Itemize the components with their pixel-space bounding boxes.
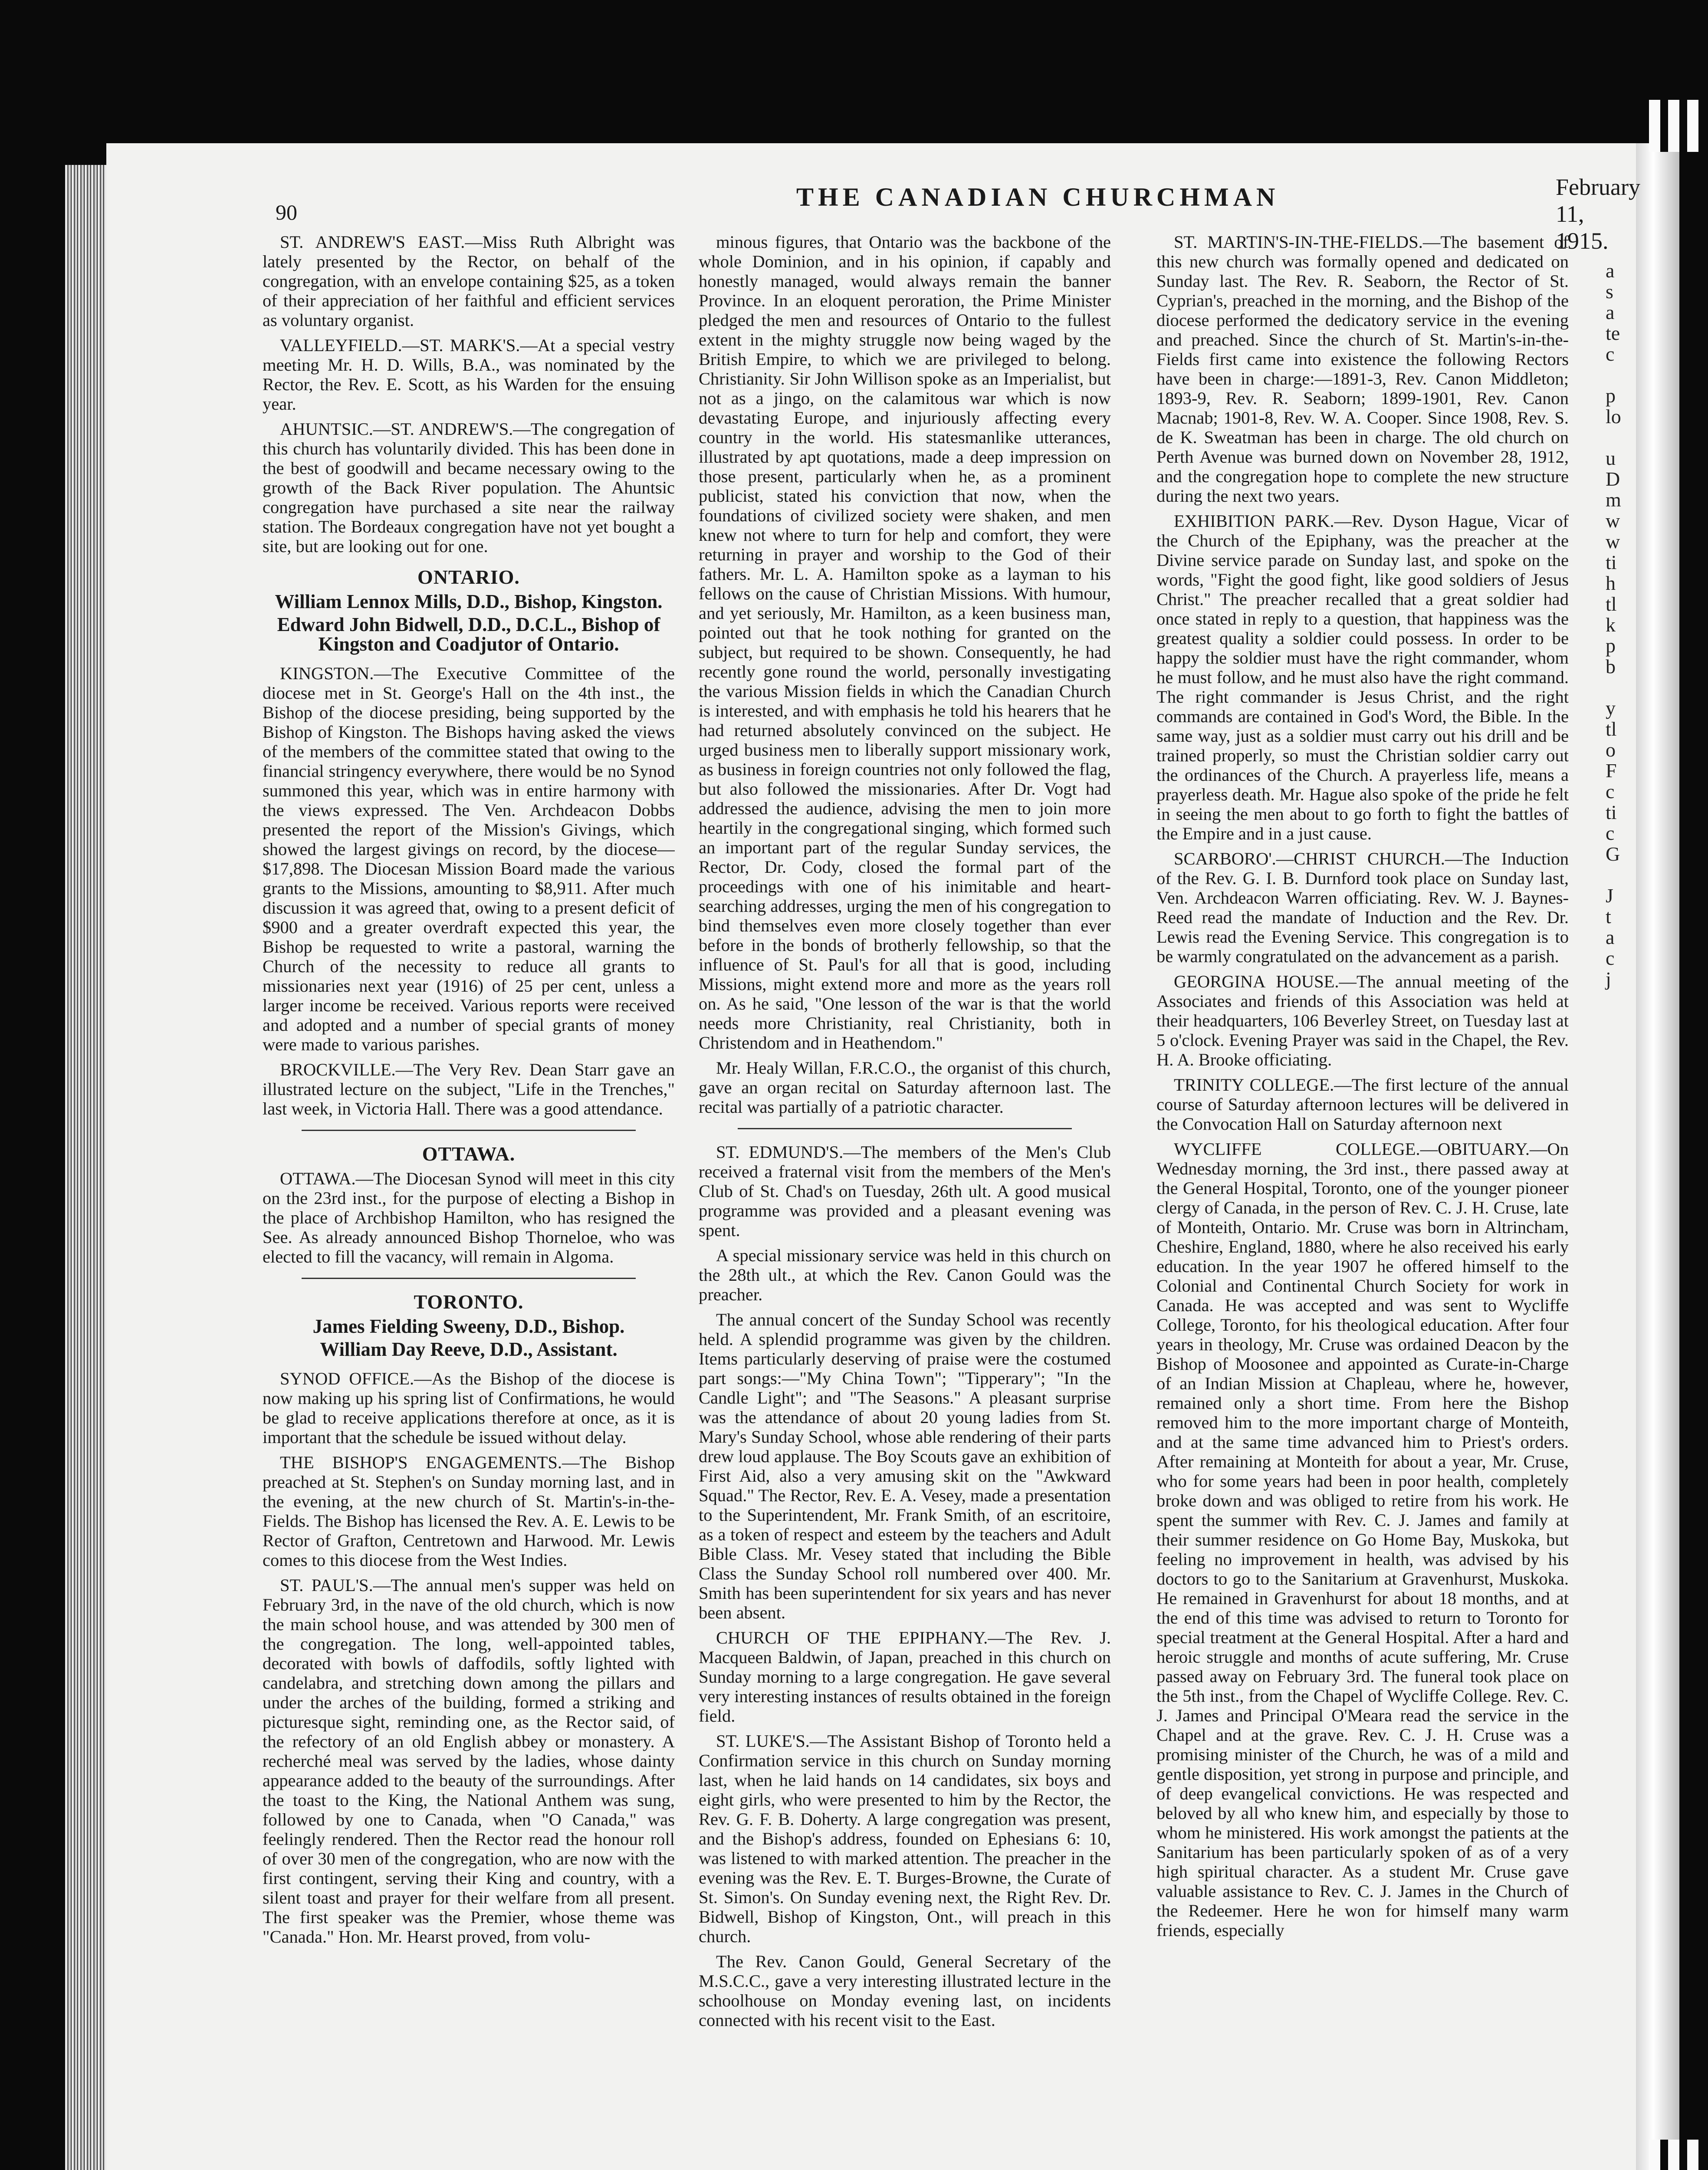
- section-divider: [302, 1130, 636, 1131]
- margin-letter: p: [1606, 385, 1616, 407]
- article-ottawa: OTTAWA.—The Diocesan Synod will meet in this city on the 23rd inst., for the purpose of electing a Bishop in the place of Archbishop Hamilton, who has resigned the See. As already announced Bishop Thorneloe, who was elected to fill the vacancy, will remain in Algoma.: [263, 1169, 675, 1266]
- margin-letter: s: [1606, 280, 1613, 302]
- ontario-coadjutor-line: Edward John Bidwell, D.D., D.C.L., Bishop of Kingston and Coadjutor of Ontario.: [277, 614, 660, 655]
- article-organ-recital: Mr. Healy Willan, F.R.C.O., the organist of this church, gave an organ recital on Saturday afternoon last. The recital was partially of a patriotic character.: [699, 1058, 1111, 1117]
- facing-page-margin-letters: [1606, 260, 1632, 990]
- diocese-heading-ontario: ONTARIO.: [417, 566, 520, 588]
- article-st-lukes: ST. LUKE'S.—The Assistant Bishop of Toronto held a Confirmation service in this church on Sunday morning last, when he laid hands on 14 candidates, six boys and eight girls, who were presented to him by the Rector, the Rev. G. F. B. Doherty. A large congregation was present, and the Bishop's address, founded on Ephesians 6: 10, was listened to with marked attention. The preacher in the evening was the Rev. E. T. Burges-Browne, the Curate of St. Simon's. On Sunday evening next, the Right Rev. Dr. Bidwell, Bishop of Kingston, Ont., will preach in this church.: [699, 1731, 1111, 1946]
- article-synod-office: SYNOD OFFICE.—As the Bishop of the diocese is now making up his spring list of Confirmations, he would be glad to receive applications therefore at once, as it is important that the schedule be issued without delay.: [263, 1369, 675, 1447]
- margin-letter: c: [1606, 780, 1615, 802]
- margin-letter: p: [1606, 635, 1616, 657]
- margin-letter: tl: [1606, 593, 1617, 615]
- article-st-edmunds: ST. EDMUND'S.—The members of the Men's Club received a fraternal visit from the members of the Men's Club of St. Chad's on Tuesday, 26th ult. A good musical programme was provided and a pleasant evening was spent.: [699, 1142, 1111, 1240]
- margin-letter: y: [1606, 697, 1616, 719]
- article-sunday-school-concert: The annual concert of the Sunday School was recently held. A splendid programme was given by the children. Items particularly deserving of praise were the costumed part songs:—"My China Town"; "Tipperary"; "In the Candle Light"; and "The Seasons." A pleasant surprise was the attendance of about 20 young ladies from St. Mary's Sunday School, whose able rendering of their parts drew loud applause. The Boy Scouts gave an exhibition of First Aid, also a very amusing skit on the "Awkward Squad." The Rector, Rev. E. A. Vesey, made a presentation to the Superintendent, Mr. Frank Smith, of an escritoire, as a token of respect and esteem by the teachers and Adult Bible Class. Mr. Vesey stated that including the Bible Class the Sunday School roll numbered over 400. Mr. Smith has been superintendent for six years and has never been absent.: [699, 1310, 1111, 1622]
- diocese-heading-toronto: TORONTO.: [414, 1291, 524, 1313]
- margin-letter: ti: [1606, 801, 1617, 823]
- margin-letter: j: [1606, 968, 1611, 990]
- margin-letter: w: [1606, 530, 1620, 552]
- article-st-pauls-continued: minous figures, that Ontario was the backbone of the whole Dominion, and in his opinion, if capably and honestly managed, would always remain the banner Province. In an eloquent peroration, the Prime Minister pledged the men and resources of Ontario to the fullest extent in the mighty struggle now being waged by the British Empire, to which we are privileged to belong. Christianity. Sir John Willison spoke as an Imperialist, but not as a jingo, on the calamitous war which is now devastating Europe, and injuriously affecting every country in the world. His statesmanlike utterances, illustrated by apt quotations, made a deep impression on those present, particularly when he, as a prominent publicist, stated his conviction that now, when the foundations of civilized society were shaken, and men knew not where to turn for help and comfort, they were returning in prayer and worship to the God of their fathers. Mr. L. A. Hamilton spoke as a layman to his fellows on the cause of Christian Missions. With humour, and yet seriously, Mr. Hamilton, as a keen business man, pointed out that he took nothing for granted on the subject, but required to be shown. Consequently, he had recently gone round the world, personally investigating the various Mission fields in which the Canadian Church is interested, and with emphasis he told his hearers that he had returned absolutely convinced on the subject. He urged business men to liberally support missionary work, as business in foreign countries not only followed the flag, but also followed the missionaries. After Dr. Vogt had addressed the audience, advising the men to join more heartily in the congregational singing, which formed such an important part of the regular Sunday services, the Rector, Dr. Cody, closed the formal part of the proceedings with one of his inimitable and heart-searching addresses, urging the men of his congregation to bind themselves even more closely together than ever before in the bonds of brotherly fellowship, so that the influence of St. Paul's for all that is good, including Missions, might extend more and more as the years roll on. As he said, "One lesson of the war is that the world needs more Christianity, real Christianity, both in Christendom and in Heathendom.": [699, 232, 1111, 1052]
- margin-letter: J: [1606, 884, 1613, 907]
- margin-letter: a: [1606, 301, 1615, 323]
- ontario-bishop-line: William Lennox Mills, D.D., Bishop, Kingston.: [275, 591, 663, 612]
- margin-letter: m: [1606, 489, 1621, 511]
- margin-letter: u: [1606, 447, 1616, 469]
- article-st-pauls: ST. PAUL'S.—The annual men's supper was held on February 3rd, in the nave of the old church, which is now the main school house, and was attended by 300 men of the congregation. The long, well-appointed tables, decorated with bowls of daffodils, softly lighted with candelabra, and stretching down among the pillars and under the arches of the building, formed a striking and picturesque sight, reminding one, as the Rector said, of the refectory of an old English abbey or monastery. A recherché meal was served by the ladies, whose dainty appearance added to the beauty of the surroundings. After the toast to the King, the National Anthem was sung, followed by one to Canada, when "O Canada," was feelingly rendered. Then the Rector read the honour roll of over 30 men of the congregation, who are now with the first contingent, serving their King and country, with a silent toast and prayer for their welfare from all present. The first speaker was the Premier, whose theme was "Canada." Hon. Mr. Hearst proved, from volu-: [263, 1575, 675, 1946]
- article-trinity-college: TRINITY COLLEGE.—The first lecture of the annual course of Saturday afternoon lectures will be delivered in the Convocation Hall on Saturday afternoon next: [1156, 1075, 1569, 1134]
- diocese-heading-ottawa: OTTAWA.: [422, 1143, 516, 1165]
- article-church-of-epiphany: CHURCH OF THE EPIPHANY.—The Rev. J. Macqueen Baldwin, of Japan, preached in this church on Sunday morning to a large congregation. He gave several very interesting instances of results obtained in the foreign field.: [699, 1628, 1111, 1726]
- margin-letter: c: [1606, 822, 1615, 844]
- margin-letter: a: [1606, 260, 1615, 282]
- margin-letter: k: [1606, 614, 1616, 636]
- column-2: [699, 232, 1111, 2170]
- margin-letter: G: [1606, 843, 1620, 865]
- section-divider: [302, 1278, 636, 1279]
- article-scarboro: SCARBORO'.—CHRIST CHURCH.—The Induction of the Rev. G. I. B. Durnford took place on Sunday last, Ven. Archdeacon Warren officiating. Rev. W. J. Baynes-Reed read the mandate of Induction and the Rev. Dr. Lewis read the Evening Service. This congregation is to be warmly congratulated on the advancement as a parish.: [1156, 849, 1569, 966]
- article-exhibition-park: EXHIBITION PARK.—Rev. Dyson Hague, Vicar of the Church of the Epiphany, was the preacher at the Divine service parade on Sunday last, and spoke on the words, "Fight the good fight, like good soldiers of Jesus Christ." The preacher recalled that a great soldier had once stated in reply to a question, that happiness was the greatest quality a soldier could possess. In order to be happy the soldier must have the right commander, whom he must follow, and he must also have the right command. The right commander is Jesus Christ, and the right commands are contained in God's Word, the Bible. In the same way, just as a soldier must carry out his drill and be trained properly, so must the Christian soldier carry out the ordinances of the Church. A prayerless life, means a prayerless death. Mr. Hague also spoke of the pride he felt in seeing the men about to go forth to fight the battles of the Empire and in a just cause.: [1156, 511, 1569, 843]
- article-georgina-house: GEORGINA HOUSE.—The annual meeting of the Associates and friends of this Association was held at their headquarters, 106 Beverley Street, on Tuesday last at 5 o'clock. Evening Prayer was said in the Chapel, the Rev. H. A. Brooke officiating.: [1156, 972, 1569, 1069]
- scan-edge-bars-top: [1649, 100, 1701, 152]
- scan-edge-bars-bottom: [1649, 2140, 1701, 2170]
- book-spine-edge: [65, 165, 106, 2170]
- margin-letter: [1606, 865, 1632, 885]
- article-kingston: KINGSTON.—The Executive Committee of the diocese met in St. George's Hall on the 4th inst., the Bishop of the diocese presiding, being supported by the Bishop of Kingston. The Bishops having asked the views of the members of the committee stated that owing to the financial stringency everywhere, there would be no Synod summoned this year, which was in entire harmony with the views expressed. The Ven. Archdeacon Dobbs presented the report of the Mission's Givings, which showed the largest givings on record, by the diocese—$17,898. The Diocesan Mission Board made the various grants to the Missions, amounting to $8,911. After much discussion it was agreed that, owing to a present deficit of $900 and a greater overdraft expected this year, the Bishop be requested to write a pastoral, warning the Church of the necessity to reduce all grants to missionaries next year (1916) of 25 per cent, unless a larger income be received. Various reports were received and adopted and a number of special grants of money were made to various parishes.: [263, 664, 675, 1054]
- article-canon-gould: The Rev. Canon Gould, General Secretary of the M.S.C.C., gave a very interesting illustrated lecture in the schoolhouse on Monday evening last, on incidents connected with his recent visit to the East.: [699, 1952, 1111, 2030]
- issue-date: February 11, 1915.: [1556, 174, 1640, 254]
- article-st-andrews-east: ST. ANDREW'S EAST.—Miss Ruth Albright was lately presented by the Rector, on behalf of the congregation, with an envelope containing $25, as a token of their appreciation of her faithful and efficient services as voluntary organist.: [263, 232, 675, 330]
- column-1: [263, 232, 675, 2170]
- margin-letter: te: [1606, 322, 1620, 344]
- margin-letter: tl: [1606, 718, 1617, 740]
- margin-letter: [1606, 677, 1632, 698]
- margin-letter: a: [1606, 926, 1615, 948]
- margin-letter: [1606, 427, 1632, 448]
- article-missionary-service: A special missionary service was held in this church on the 28th ult., at which the Rev. Canon Gould was the preacher.: [699, 1246, 1111, 1304]
- margin-letter: c: [1606, 343, 1615, 365]
- margin-letter: D: [1606, 468, 1620, 490]
- margin-letter: o: [1606, 739, 1616, 761]
- page-header: [106, 174, 1640, 254]
- facing-page-edge: [1636, 143, 1679, 2170]
- column-3: [1156, 232, 1569, 2170]
- margin-letter: t: [1606, 905, 1611, 927]
- margin-letter: lo: [1606, 405, 1621, 427]
- margin-letter: c: [1606, 947, 1615, 969]
- margin-letter: w: [1606, 510, 1620, 532]
- article-ahuntsic: AHUNTSIC.—ST. ANDREW'S.—The congregation of this church has voluntarily divided. This has been done in the best of goodwill and became necessary owing to the growth of the Back River population. The Ahuntsic congregation have purchased a site near the railway station. The Bordeaux congregation have not yet bought a site, but are looking out for one.: [263, 419, 675, 556]
- article-valleyfield: VALLEYFIELD.—ST. MARK'S.—At a special vestry meeting Mr. H. D. Wills, B.A., was nominated by the Rector, the Rev. E. Scott, as his Warden for the ensuing year.: [263, 335, 675, 414]
- article-wycliffe-obituary: WYCLIFFE COLLEGE.—OBITUARY.—On Wednesday morning, the 3rd inst., there passed away at the General Hospital, Toronto, one of the younger pioneer clergy of Canada, in the person of Rev. C. J. H. Cruse, late of Monteith, Ontario. Mr. Cruse was born in Altrincham, Cheshire, England, 1880, where he also received his early education. In the year 1907 he offered himself to the Colonial and Continental Church Society for work in Canada. He was accepted and was sent to Wycliffe College, Toronto, for his theological education. After four years in theology, Mr. Cruse was ordained Deacon by the Bishop of Moosonee and appointed as Curate-in-Charge of an Indian Mission at Chapleau, where he, however, remained only a short time. From here the Bishop removed him to the more important charge of Monteith, and at the same time advanced him to Priest's orders. After remaining at Monteith for about a year, Mr. Cruse, who for some years had been in poor health, completely broke down and was obliged to retire from his work. He spent the summer with Rev. C. J. James and family at their summer residence on Go Home Bay, Muskoka, but feeling no improvement in health, was advised by his doctors to go to the Sanitarium at Gravenhurst, Muskoka. He remained in Gravenhurst for about 18 months, and at the end of this time was advised to return to Toronto for special treatment at the General Hospital. After a hard and heroic struggle and months of acute suffering, Mr. Cruse passed away on February 3rd. The funeral took place on the 5th inst., from the Chapel of Wycliffe College. Rev. C. J. James and Principal O'Meara read the service in the Chapel and at the grave. Rev. C. J. H. Cruse was a promising minister of the Church, he was of a mild and gentle disposition, yet strong in purpose and principle, and of deep evangelical convictions. He was respected and beloved by all who knew him, and especially by those to whom he ministered. His work amongst the patients at the Sanitarium has been particularly spoken of as of a very high spiritual character. As a student Mr. Cruse gave valuable assistance to Rev. C. J. James in the Church of the Redeemer. Here he won for himself many warm friends, especially: [1156, 1139, 1569, 1940]
- margin-letter: ti: [1606, 551, 1617, 573]
- article-st-martins: ST. MARTIN'S-IN-THE-FIELDS.—The basement of this new church was formally opened and dedicated on Sunday last. The Rev. R. Seaborn, the Rector of St. Cyprian's, preached in the morning, and the Bishop of the diocese performed the dedicatory service in the evening and preached. Since the church of St. Martin's-in-the-Fields first came into existence the following Rectors have been in charge:—1891-3, Rev. Canon Middleton; 1893-9, Rev. R. Seaborn; 1899-1901, Rev. Canon Macnab; 1901-8, Rev. W. A. Cooper. Since 1908, Rev. S. de K. Sweatman has been in charge. The old church on Perth Avenue was burned down on November 28, 1912, and the congregation hope to complete the new structure during the next two years.: [1156, 232, 1569, 506]
- margin-letter: F: [1606, 760, 1617, 782]
- article-brockville: BROCKVILLE.—The Very Rev. Dean Starr gave an illustrated lecture on the subject, "Life in the Trenches," last week, in Victoria Hall. There was a good attendance.: [263, 1060, 675, 1118]
- toronto-bishop-line: James Fielding Sweeny, D.D., Bishop.: [312, 1315, 625, 1337]
- section-divider: [738, 1128, 1072, 1129]
- margin-letter: b: [1606, 655, 1616, 677]
- publication-title: THE CANADIAN CHURCHMAN: [796, 183, 1280, 211]
- margin-letter: h: [1606, 572, 1616, 594]
- article-bishops-engagements: THE BISHOP'S ENGAGEMENTS.—The Bishop preached at St. Stephen's on Sunday morning last, and in the evening, at the new church of St. Martin's-in-the-Fields. The Bishop has licensed the Rev. A. E. Lewis to be Rector of Grafton, Centretown and Harwood. Mr. Lewis comes to this diocese from the West Indies.: [263, 1453, 675, 1570]
- page-number: 90: [276, 200, 297, 224]
- margin-letter: [1606, 365, 1632, 385]
- toronto-assistant-line: William Day Reeve, D.D., Assistant.: [320, 1338, 618, 1360]
